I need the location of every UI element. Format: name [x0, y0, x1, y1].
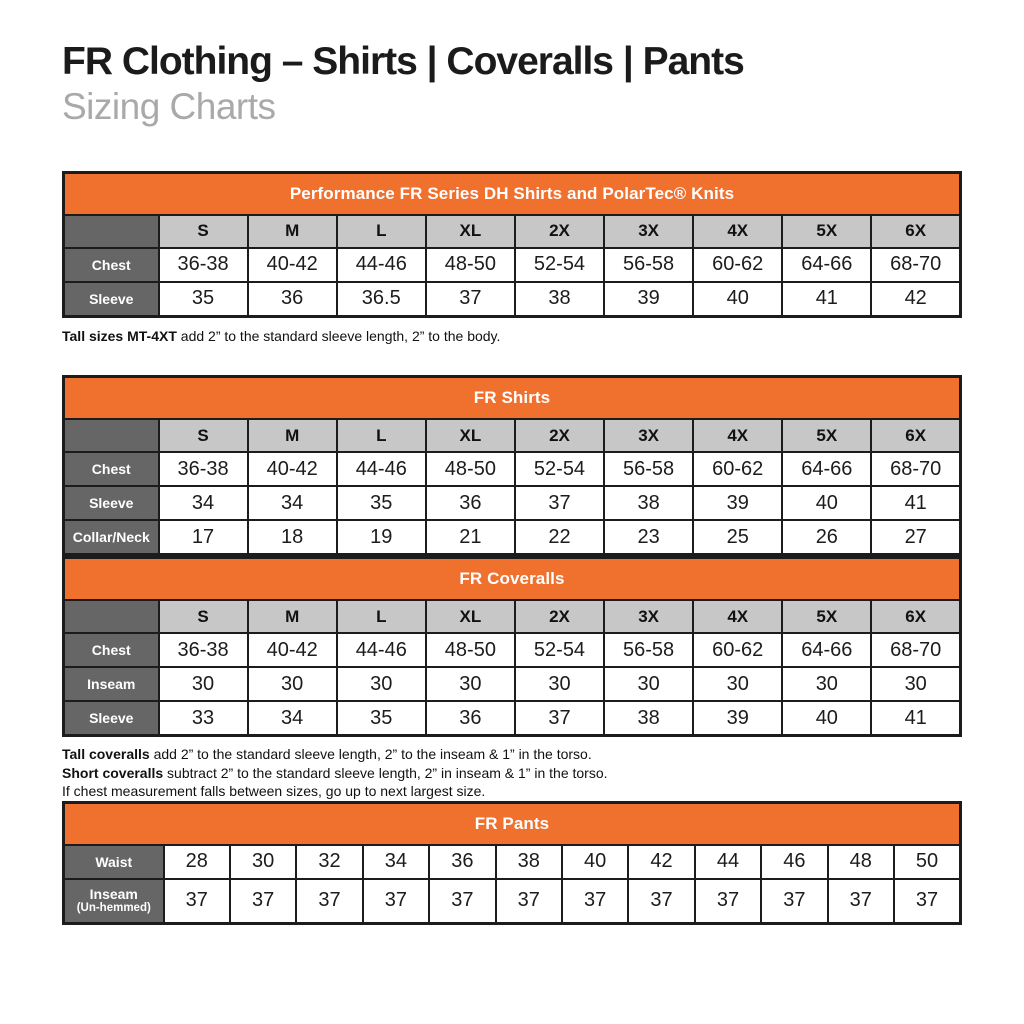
size-value-cell: 37 [426, 282, 515, 317]
note-text: subtract 2” to the standard sleeve length, 2” in inseam & 1” in the torso. [163, 764, 608, 781]
row-label-text: Chest [91, 256, 131, 273]
size-value-cell: 44 [695, 845, 761, 879]
size-value-cell: 50 [894, 845, 961, 879]
size-value-cell: 40 [693, 282, 782, 317]
table-row [64, 486, 961, 520]
size-value-cell: 37 [515, 701, 604, 736]
page-subtitle: Sizing Charts [62, 85, 276, 127]
note-bold-text: Tall coveralls [62, 746, 150, 763]
coveralls-notes [62, 745, 962, 800]
size-value-cell: 38 [604, 701, 693, 736]
size-value-cell: 37 [164, 879, 230, 924]
sizing-table-fr-coveralls [62, 556, 962, 800]
page-header [62, 42, 962, 127]
size-column-header: XL [426, 419, 515, 452]
size-value-cell: 17 [159, 520, 248, 555]
size-value-cell: 25 [693, 520, 782, 555]
size-value-cell: 46 [761, 845, 827, 879]
size-value-cell: 48-50 [426, 248, 515, 282]
size-value-cell: 36 [426, 701, 515, 736]
size-column-header: L [337, 215, 426, 248]
size-value-cell: 38 [515, 282, 604, 317]
size-value-cell: 38 [496, 845, 562, 879]
performance-fr-table [62, 171, 962, 318]
row-label [64, 282, 159, 317]
table-title: FR Shirts [64, 377, 961, 420]
size-value-cell: 18 [248, 520, 337, 555]
row-label-text: Inseam [89, 886, 138, 902]
size-value-cell: 30 [693, 667, 782, 701]
table-row [64, 701, 961, 736]
size-value-cell: 42 [871, 282, 960, 317]
size-value-cell: 48-50 [426, 452, 515, 486]
table-title-row [64, 172, 961, 215]
row-label [64, 633, 159, 667]
size-value-cell: 27 [871, 520, 960, 555]
size-value-cell: 34 [248, 701, 337, 736]
table-row [64, 520, 961, 555]
size-value-cell: 41 [782, 282, 871, 317]
note-text: add 2” to the standard sleeve length, 2” to the inseam & 1” in the torso. [149, 746, 592, 763]
size-value-cell: 60-62 [693, 248, 782, 282]
table-row [64, 452, 961, 486]
size-column-header: S [159, 215, 248, 248]
size-column-header: 5X [782, 600, 871, 633]
row-label [64, 667, 159, 701]
size-column-header: 2X [515, 600, 604, 633]
corner-cell [64, 215, 159, 248]
size-value-cell: 37 [628, 879, 694, 924]
size-column-header: L [337, 419, 426, 452]
row-label [64, 452, 159, 486]
size-column-header: 2X [515, 419, 604, 452]
size-value-cell: 64-66 [782, 633, 871, 667]
table-row [64, 845, 961, 879]
size-value-cell: 39 [693, 701, 782, 736]
table-note [62, 327, 962, 345]
corner-cell [64, 419, 159, 452]
size-value-cell: 39 [693, 486, 782, 520]
size-value-cell: 40 [562, 845, 628, 879]
row-label [64, 701, 159, 736]
size-value-cell: 40-42 [248, 452, 337, 486]
size-value-cell: 37 [363, 879, 429, 924]
row-label [64, 248, 159, 282]
table-note [62, 764, 962, 782]
table-title-row [64, 377, 961, 420]
size-column-header: M [248, 600, 337, 633]
row-label-text: Sleeve [89, 710, 134, 727]
size-column-header: S [159, 419, 248, 452]
size-column-header: XL [426, 600, 515, 633]
size-value-cell: 22 [515, 520, 604, 555]
size-value-cell: 64-66 [782, 452, 871, 486]
fr-pants-table [62, 801, 962, 925]
size-value-cell: 68-70 [871, 633, 960, 667]
size-value-cell: 34 [248, 486, 337, 520]
row-label [64, 520, 159, 555]
size-value-cell: 37 [515, 486, 604, 520]
size-value-cell: 36 [429, 845, 495, 879]
row-label-text: Chest [91, 642, 131, 659]
size-value-cell: 30 [248, 667, 337, 701]
size-column-header: 2X [515, 215, 604, 248]
note-bold-text: Short coveralls [62, 764, 164, 781]
size-value-cell: 36.5 [337, 282, 426, 317]
size-column-header: 3X [604, 215, 693, 248]
size-value-cell: 36-38 [159, 452, 248, 486]
sizing-table-fr-pants [62, 801, 962, 925]
table-row [64, 248, 961, 282]
size-value-cell: 30 [515, 667, 604, 701]
size-value-cell: 37 [230, 879, 296, 924]
size-value-cell: 44-46 [337, 248, 426, 282]
size-value-cell: 37 [894, 879, 961, 924]
size-value-cell: 30 [426, 667, 515, 701]
size-value-cell: 52-54 [515, 452, 604, 486]
table-row [64, 879, 961, 924]
size-value-cell: 36 [426, 486, 515, 520]
size-value-cell: 52-54 [515, 633, 604, 667]
size-value-cell: 36-38 [159, 248, 248, 282]
size-value-cell: 26 [782, 520, 871, 555]
size-value-cell: 23 [604, 520, 693, 555]
size-column-header: 6X [871, 215, 960, 248]
size-value-cell: 37 [429, 879, 495, 924]
fr-coveralls-table [62, 556, 962, 737]
size-value-cell: 34 [363, 845, 429, 879]
size-value-cell: 52-54 [515, 248, 604, 282]
row-label-text: Waist [95, 853, 133, 870]
size-value-cell: 19 [337, 520, 426, 555]
size-value-cell: 30 [337, 667, 426, 701]
size-value-cell: 30 [230, 845, 296, 879]
size-column-header: L [337, 600, 426, 633]
page-title: FR Clothing – Shirts | Coveralls | Pants [62, 40, 744, 83]
size-value-cell: 30 [604, 667, 693, 701]
table-title: FR Pants [64, 802, 961, 845]
size-column-header: 5X [782, 215, 871, 248]
size-value-cell: 44-46 [337, 633, 426, 667]
table-title: Performance FR Series DH Shirts and PolarTec® Knits [64, 172, 961, 215]
size-column-header: S [159, 600, 248, 633]
size-column-header: 4X [693, 600, 782, 633]
size-value-cell: 42 [628, 845, 694, 879]
size-value-cell: 37 [828, 879, 894, 924]
corner-cell [64, 600, 159, 633]
size-value-cell: 44-46 [337, 452, 426, 486]
size-value-cell: 37 [695, 879, 761, 924]
size-value-cell: 30 [782, 667, 871, 701]
table-note [62, 782, 962, 800]
size-value-cell: 37 [296, 879, 362, 924]
note-text: If chest measurement falls between sizes, go up to next largest size. [62, 783, 486, 800]
table-note [62, 745, 962, 763]
size-value-cell: 60-62 [693, 633, 782, 667]
size-column-header: 4X [693, 215, 782, 248]
size-value-cell: 56-58 [604, 633, 693, 667]
table-title: FR Coveralls [64, 558, 961, 601]
row-label [64, 845, 164, 879]
size-column-header: 6X [871, 419, 960, 452]
size-column-header: XL [426, 215, 515, 248]
size-value-cell: 37 [761, 879, 827, 924]
note-text: add 2” to the standard sleeve length, 2” to the body. [176, 327, 501, 344]
sizing-table-fr-shirts [62, 375, 962, 556]
size-value-cell: 41 [871, 701, 960, 736]
row-label [64, 486, 159, 520]
row-sublabel-text: (Un-hemmed) [76, 902, 151, 915]
size-value-cell: 37 [562, 879, 628, 924]
size-value-cell: 35 [337, 701, 426, 736]
size-value-cell: 35 [159, 282, 248, 317]
size-value-cell: 28 [164, 845, 230, 879]
size-value-cell: 48 [828, 845, 894, 879]
size-value-cell: 33 [159, 701, 248, 736]
size-column-header: 5X [782, 419, 871, 452]
table-row [64, 633, 961, 667]
row-label-text: Sleeve [89, 290, 134, 307]
size-column-header: M [248, 215, 337, 248]
size-value-cell: 64-66 [782, 248, 871, 282]
size-column-header: 3X [604, 600, 693, 633]
table-row [64, 282, 961, 317]
fr-shirts-table [62, 375, 962, 556]
size-value-cell: 30 [871, 667, 960, 701]
size-value-cell: 41 [871, 486, 960, 520]
sizing-table-performance-fr [62, 171, 962, 345]
size-column-header: 6X [871, 600, 960, 633]
size-value-cell: 68-70 [871, 452, 960, 486]
row-label-text: Collar/Neck [72, 529, 150, 546]
size-column-header: 4X [693, 419, 782, 452]
size-value-cell: 37 [496, 879, 562, 924]
note-bold-text: Tall sizes MT-4XT [62, 327, 177, 344]
size-value-cell: 56-58 [604, 452, 693, 486]
size-value-cell: 68-70 [871, 248, 960, 282]
table-title-row [64, 558, 961, 601]
size-header-row [64, 419, 961, 452]
size-value-cell: 60-62 [693, 452, 782, 486]
row-label [64, 879, 164, 924]
size-header-row [64, 215, 961, 248]
size-value-cell: 36 [248, 282, 337, 317]
size-value-cell: 34 [159, 486, 248, 520]
size-value-cell: 32 [296, 845, 362, 879]
size-value-cell: 40-42 [248, 248, 337, 282]
size-header-row [64, 600, 961, 633]
size-value-cell: 48-50 [426, 633, 515, 667]
size-column-header: M [248, 419, 337, 452]
size-value-cell: 40 [782, 701, 871, 736]
size-value-cell: 38 [604, 486, 693, 520]
row-label-text: Sleeve [89, 495, 134, 512]
size-value-cell: 40-42 [248, 633, 337, 667]
size-column-header: 3X [604, 419, 693, 452]
size-value-cell: 56-58 [604, 248, 693, 282]
row-label-text: Inseam [87, 676, 136, 693]
size-value-cell: 40 [782, 486, 871, 520]
size-value-cell: 36-38 [159, 633, 248, 667]
size-value-cell: 35 [337, 486, 426, 520]
table-title-row [64, 802, 961, 845]
table-row [64, 667, 961, 701]
size-value-cell: 39 [604, 282, 693, 317]
size-value-cell: 30 [159, 667, 248, 701]
row-label-text: Chest [91, 461, 131, 478]
size-value-cell: 21 [426, 520, 515, 555]
